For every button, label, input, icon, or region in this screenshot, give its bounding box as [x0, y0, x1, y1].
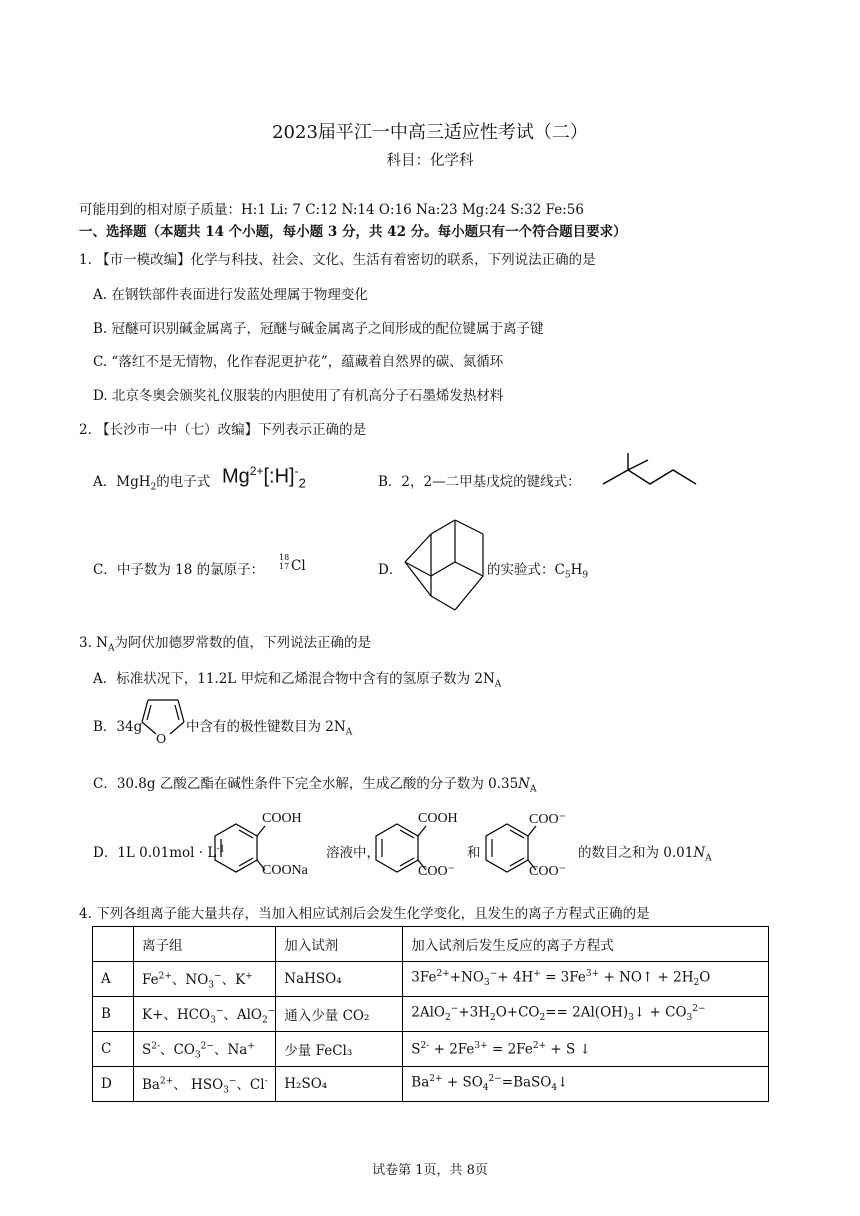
reagent: H₂SO₄ [276, 1067, 403, 1102]
q1-option-a: A. 在钢铁部件表面进行发蓝处理属于物理变化 [93, 287, 368, 303]
row-label: B [93, 997, 134, 1032]
q3-stem: 3. $N_A$为阿伏加德罗常数的值，下列说法正确的是 [79, 635, 371, 654]
table-row [93, 1032, 769, 1067]
ion-group: $S^{2-}$、$CO_3^{2-}$、Na+ [134, 1032, 276, 1067]
dimethylpentane-skeletal-structure [600, 452, 700, 498]
reagent: 通入少量 CO₂ [276, 997, 403, 1032]
hydrogen-phthalate-ring [373, 822, 421, 874]
mgh2-electron-formula: $Mg^{2+}[:H]^-_2$ [222, 464, 306, 491]
coo-minus-label-2: COO⁻ [529, 812, 566, 827]
q3-option-b: 中含有的极性键数目为 $2N_A$ [186, 719, 353, 738]
cooh-label-1: COOH [262, 811, 302, 826]
adamantane-structure [403, 518, 485, 612]
q3-option-d-mid1: 溶液中， [326, 845, 380, 861]
ion-group: $Fe^{2+}$、$NO_3^-$、K+ [134, 962, 276, 997]
ionic-equation: $3Fe^{2+}+NO_3^-+ 4H^+ = 3Fe^{3+}$ + NO↑ + $2H_2O$ [403, 962, 769, 997]
q1-stem: 1. 【市一模改编】化学与科技、社会、文化、生活有着密切的联系，下列说法正确的是 [79, 252, 596, 268]
atomic-masses: 可能用到的相对原子质量：H:1 Li: 7 C:12 N:14 O:16 Na:23 Mg:24 S:32 Fe:56 [79, 202, 584, 218]
q3-option-d-label: D．1L $0.01mol \cdot L^{-1}$ [93, 844, 226, 861]
section-heading: 一、选择题（本题共 14 个小题，每小题 3 分，共 42 分。每小题只有一个符合题目要求） [79, 224, 627, 240]
q2-stem: 2. 【长沙市一中（七）改编】下列表示正确的是 [79, 422, 367, 438]
ion-group: $Ba^{2+}$、 $HSO_3^-$、Cl- [134, 1067, 276, 1102]
row-label: A [93, 962, 134, 997]
q3-option-b-label: B．34g [93, 719, 143, 735]
hydrogen-phthalate-sodium-ring [212, 822, 260, 874]
phthalate-ring [483, 822, 531, 874]
q2-option-d-label: D． [378, 562, 403, 578]
table-row [93, 962, 769, 997]
coo-minus-label-1: COO⁻ [418, 864, 455, 879]
q3-option-a: A．标准状况下，11.2L 甲烷和乙烯混合物中含有的氢原子数为 $2N_A$ [93, 671, 502, 690]
subject-label: 科目：化学科 [386, 153, 474, 169]
reagent: 少量 FeCl₃ [276, 1032, 403, 1067]
page-footer: 试卷第 1页，共 8页 [372, 1163, 488, 1178]
q1-option-c: C. “落红不是无情物，化作春泥更护花”，蕴藏着自然界的碳、氮循环 [93, 354, 504, 370]
chlorine-symbol: Cl [291, 558, 306, 574]
table-header-cell [93, 927, 134, 962]
q2-option-a: A．MgH$_2$的电子式 [93, 474, 211, 493]
q2-option-c: C．中子数为 18 的氯原子： [93, 562, 265, 578]
q2-option-b: B．2，2—二甲基戊烷的键线式： [378, 474, 581, 490]
table-row [93, 997, 769, 1032]
q1-option-b: B. 冠醚可识别碱金属离子，冠醚与碱金属离子之间形成的配位键属于离子键 [93, 321, 544, 337]
q2-option-d: 的实验式：$C_5H_9$ [487, 562, 589, 581]
page-title: 2023届平江一中高三适应性考试（二） [272, 122, 588, 143]
ion-reaction-table [92, 926, 769, 1102]
table-row [93, 1067, 769, 1102]
reagent: NaHSO₄ [276, 962, 403, 997]
coona-label: COONa [262, 863, 308, 878]
furan-oxygen-label: O [156, 731, 167, 746]
table-header-row [93, 927, 769, 962]
q1-option-d: D. 北京冬奥会颁奖礼仪服装的内胆使用了有机高分子石墨烯发热材料 [93, 388, 504, 404]
ionic-equation: $Ba^{2+}$ + $SO_4^{2-}=BaSO_4↓$ [403, 1067, 769, 1102]
q3-option-d: 的数目之和为 $0.01N_A$ [578, 845, 712, 864]
row-label: D [93, 1067, 134, 1102]
q3-option-d-mid2: 和 [467, 845, 481, 861]
ionic-equation: $S^{2-} + 2Fe^{3+} = 2Fe^{2+} + S$ ↓ [403, 1032, 769, 1067]
table-header-cell: 离子组 [134, 927, 276, 962]
cooh-label-2: COOH [418, 811, 458, 826]
nuclide-numbers: 18 17 [279, 553, 290, 571]
coo-minus-label-3: COO⁻ [529, 864, 566, 879]
ionic-equation: $2AlO_2^-+3H_2O+CO_2==$ $2Al(OH)_3↓ + CO_3^{2-}$ [403, 997, 769, 1032]
q4-stem: 4. 下列各组离子能大量共存，当加入相应试剂后会发生化学变化，且发生的离子方程式正确的是 [79, 906, 650, 922]
ion-group: K+、$HCO_3^-$、AlO$_2$− [134, 997, 276, 1032]
row-label: C [93, 1032, 134, 1067]
table-header-cell: 加入试剂后发生反应的离子方程式 [403, 927, 769, 962]
q3-option-c: C．30.8g 乙酸乙酯在碱性条件下完全水解，生成乙酸的分子数为 $0.35N_A$ [93, 776, 537, 795]
table-header-cell: 加入试剂 [276, 927, 403, 962]
